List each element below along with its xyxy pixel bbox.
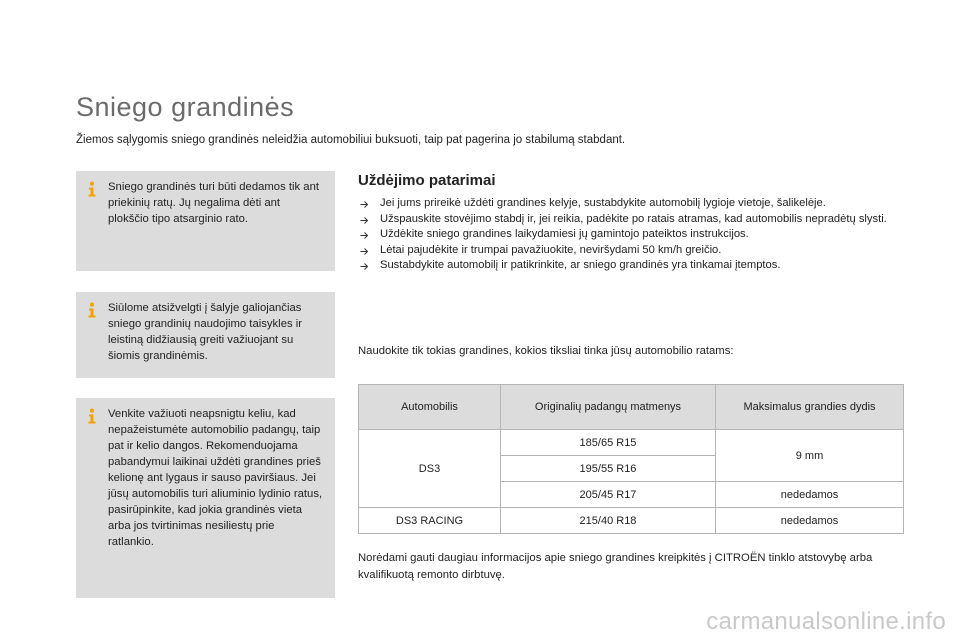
info-note-local-rules [76, 292, 335, 378]
intro-text: Žiemos sąlygomis sniego grandinės neleidžia automobiliui buksuoti, taip pat pagerina jo stabilumą stabdant. [76, 134, 626, 146]
cell-chain-size: nededamos [716, 508, 904, 534]
info-icon [85, 302, 99, 318]
cell-tyre: 215/40 R18 [501, 508, 716, 534]
cell-tyre: 205/45 R17 [501, 482, 716, 508]
cell-vehicle-ds3-racing: DS3 RACING [359, 508, 501, 534]
info-icon [85, 408, 99, 424]
cell-vehicle-ds3: DS3 [359, 430, 501, 508]
header-max-chain-size: Maksimalus grandies dydis [716, 385, 904, 430]
cell-chain-size: 9 mm [716, 430, 904, 482]
cell-tyre: 185/65 R15 [501, 430, 716, 456]
step-text: Uždėkite sniego grandines laikydamiesi jų gamintojo pateiktos instrukcijos. [380, 228, 749, 241]
step-text: Sustabdykite automobilį ir patikrinkite, ar sniego grandinės yra tinkamai įtemptos. [380, 259, 781, 272]
list-item [358, 212, 918, 228]
header-tyre-size: Originalių padangų matmenys [501, 385, 716, 430]
step-text: Užspauskite stovėjimo stabdį ir, jei reikia, padėkite po ratais atramas, kad automobilis nepradėtų slysti. [380, 212, 887, 225]
arrow-right-icon [360, 216, 369, 225]
cell-chain-size: nededamos [716, 482, 904, 508]
list-item [358, 196, 918, 212]
table-row [359, 508, 904, 534]
list-item [358, 227, 918, 243]
cell-tyre: 195/55 R16 [501, 456, 716, 482]
info-note-avoid-clear-roads [76, 398, 335, 598]
section-title: Uždėjimo patarimai [358, 172, 496, 189]
step-text: Lėtai pajudėkite ir trumpai pavažiuokite, neviršydami 50 km/h greičio. [380, 243, 722, 256]
step-text: Jei jums prireikė uždėti grandines kelyje, sustabdykite automobilį lygioje vietoje, šalikelėje. [380, 197, 826, 209]
table-row [359, 430, 904, 456]
footer-text: Norėdami gauti daugiau informacijos apie sniego grandines kreipkitės į CITROËN tinklo atstovybę arba kvalifikuotą remonto dirbtuvę. [358, 552, 873, 581]
advice-text: Naudokite tik tokias grandines, kokios tiksliai tinka jūsų automobilio ratams: [358, 345, 734, 357]
arrow-right-icon [360, 200, 369, 209]
note-text: Venkite važiuoti neapsnigtu keliu, kad nepažeistumėte automobilio padangų, taip pat ir kelio dangos. Rekomenduojama pabandymui laikinai uždėti grandines prieš kelionę ant lygaus ir sauso paviršiaus. Jei jūsų automobilis turi aliuminio lydinio ratus, pasirūpinkite, kad jokia grandinės vieta arba jos tvirtinimas nesiliestų prie ratlankio. [108, 408, 323, 548]
list-item [358, 243, 918, 259]
arrow-right-icon [360, 247, 369, 256]
list-item [358, 258, 918, 274]
note-text: Siūlome atsižvelgti į šalyje galiojančias sniego grandinių naudojimo taisykles ir leistiną didžiausią greiti važiuojant su šiomis grandinėmis. [108, 302, 303, 362]
header-vehicle: Automobilis [359, 385, 501, 430]
info-icon [85, 181, 99, 197]
watermark: carmanualsonline.info [706, 608, 946, 635]
table-header-row [359, 385, 904, 430]
arrow-right-icon [360, 231, 369, 240]
arrow-right-icon [360, 262, 369, 271]
page-title: Sniego grandinės [76, 92, 295, 122]
chain-size-table [358, 384, 904, 534]
info-note-front-wheels [76, 171, 335, 271]
fitting-steps-list [358, 196, 918, 274]
note-text: Sniego grandinės turi būti dedamos tik ant priekinių ratų. Jų negalima dėti ant plokščio tipo atsarginio rato. [108, 181, 320, 225]
